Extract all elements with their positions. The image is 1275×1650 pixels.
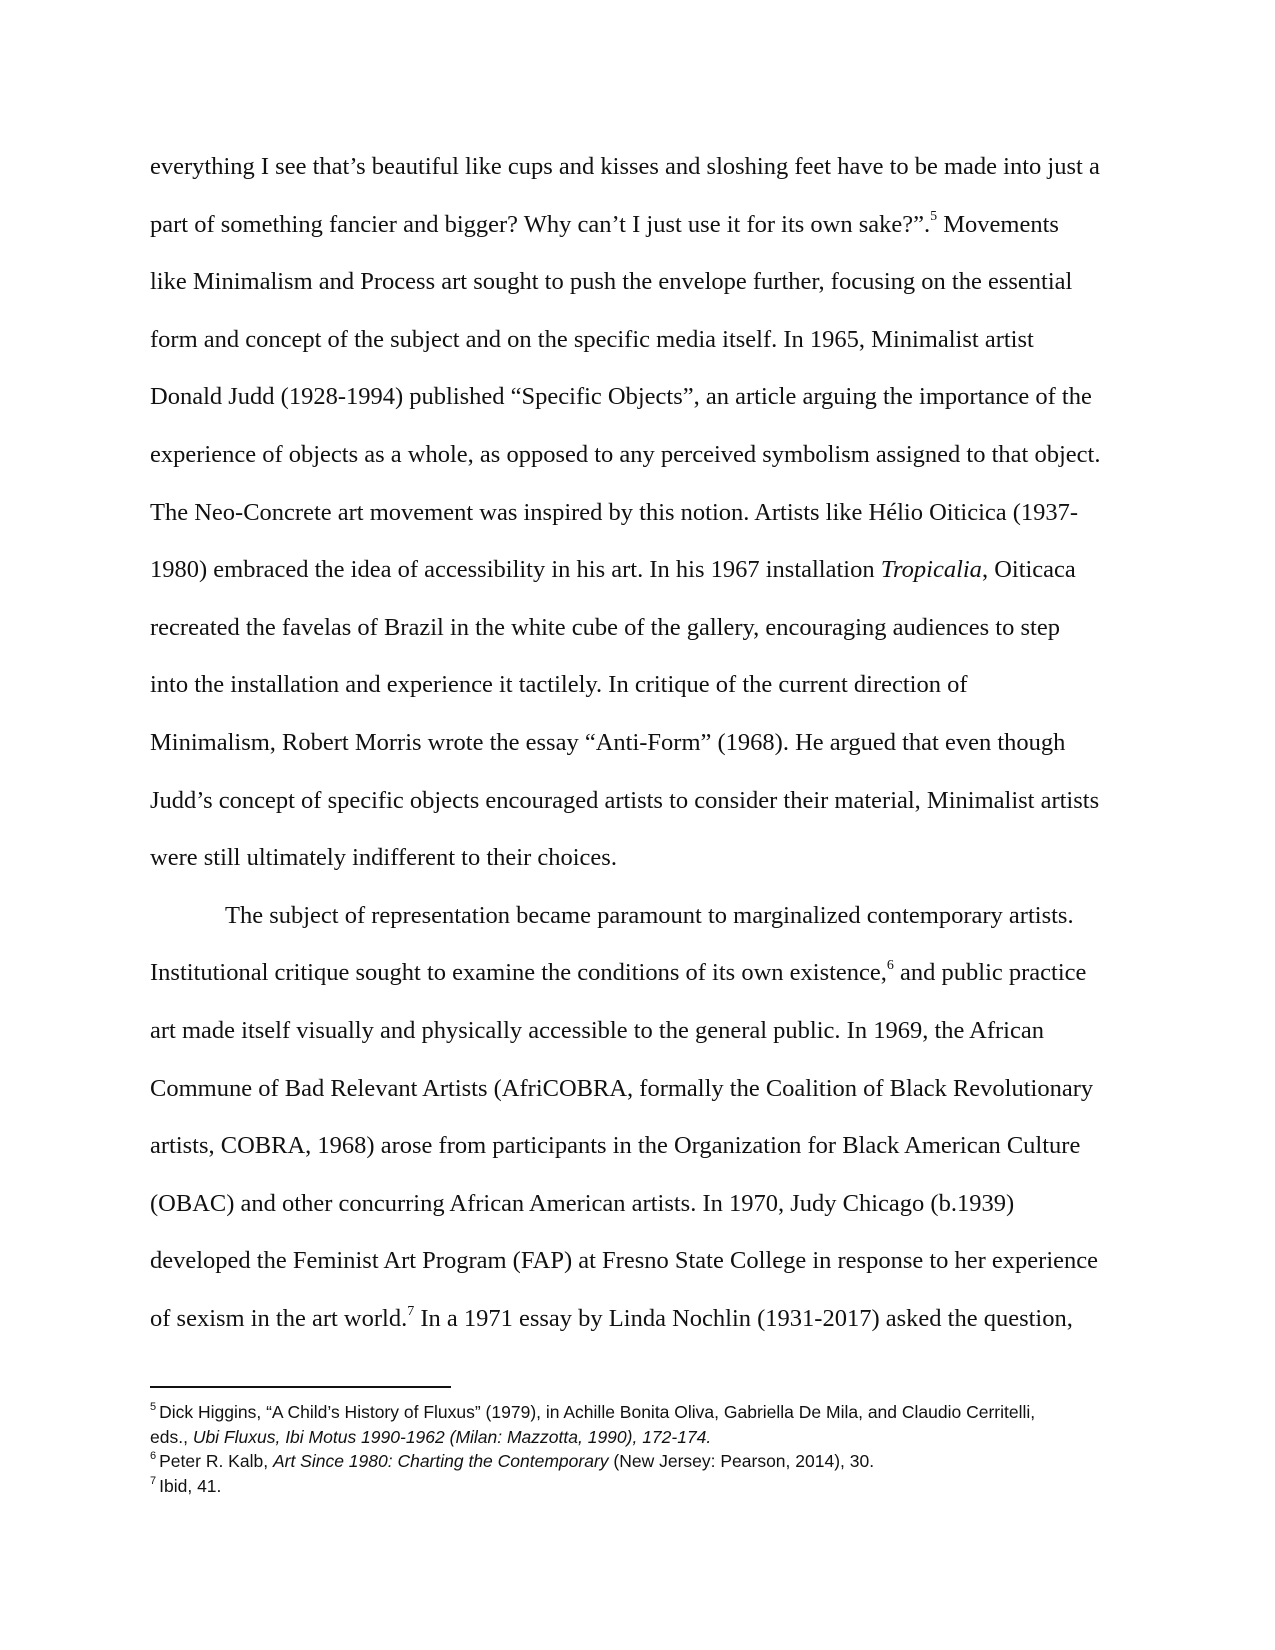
text-line: into the installation and experience it tactilely. In critique of the current direction of: [150, 671, 968, 699]
footnote-reference-6: 6: [886, 958, 894, 974]
text-line: [150, 944, 1125, 1002]
text-line: Commune of Bad Relevant Artists (AfriCOBRA, formally the Coalition of Black Revolutionary: [150, 1074, 1094, 1102]
footnote-number: 7: [150, 1474, 157, 1487]
footnote-5: [150, 1400, 1150, 1425]
text-line: developed the Feminist Art Program (FAP) at Fresno State College in response to her experience: [150, 1247, 1099, 1275]
text-run: Movements: [937, 210, 1059, 238]
footnote-book-title: Art Since 1980: Charting the Contemporary: [272, 1451, 609, 1471]
text-run: and public practice: [893, 959, 1087, 987]
text-line: artists, COBRA, 1968) arose from participants in the Organization for Black American Culture: [150, 1132, 1081, 1160]
footnote-6: [150, 1449, 1150, 1474]
footnote-book-title: Ubi Fluxus, Ibi Motus 1990-1962 (Milan: Mazzotta, 1990), 172-174.: [192, 1426, 712, 1447]
footnote-text: (New Jersey: Pearson, 2014), 30.: [608, 1451, 875, 1471]
footnotes: [150, 1400, 1150, 1498]
text-line: [150, 196, 1125, 254]
text-run: , Oiticaca: [981, 556, 1076, 584]
footnote-number: 6: [150, 1450, 157, 1463]
text-line: [150, 541, 1125, 599]
footnote-7: [150, 1474, 1150, 1499]
text-run: of sexism in the art world.: [150, 1304, 408, 1332]
text-line: experience of objects as a whole, as opposed to any perceived symbolism assigned to that object.: [150, 440, 1101, 468]
text-run: part of something fancier and bigger? Why can’t I just use it for its own sake?”.: [150, 210, 931, 238]
text-line: Donald Judd (1928-1994) published “Specific Objects”, an article arguing the importance of the: [150, 383, 1092, 411]
footnote-text: Ibid, 41.: [159, 1475, 222, 1496]
footnote-text: eds.,: [150, 1426, 193, 1447]
footnote-reference-7: 7: [407, 1303, 415, 1319]
text-line: Minimalism, Robert Morris wrote the essay “Anti-Form” (1968). He argued that even though: [150, 728, 1066, 756]
text-line: like Minimalism and Process art sought to push the envelope further, focusing on the essential: [150, 268, 1073, 296]
body-text: [150, 138, 1125, 1347]
text-line: (OBAC) and other concurring African American artists. In 1970, Judy Chicago (b.1939): [150, 1189, 1015, 1217]
text-run: 1980) embraced the idea of accessibility in his art. In his 1967 installation: [150, 556, 881, 584]
text-line: were still ultimately indifferent to their choices.: [150, 844, 617, 872]
artwork-title: Tropicalia: [880, 556, 982, 584]
text-line: art made itself visually and physically accessible to the general public. In 1969, the African: [150, 1016, 1044, 1044]
footnote-5-continued: [150, 1425, 1150, 1450]
text-line: recreated the favelas of Brazil in the white cube of the gallery, encouraging audiences to step: [150, 613, 1060, 641]
text-line: Judd’s concept of specific objects encouraged artists to consider their material, Minimalist artists: [150, 786, 1100, 814]
text-line: The Neo-Concrete art movement was inspired by this notion. Artists like Hélio Oiticica (1937-: [150, 498, 1079, 526]
text-run: In a 1971 essay by Linda Nochlin (1931-2017) asked the question,: [414, 1304, 1073, 1332]
text-line: [150, 1290, 1125, 1348]
text-line: form and concept of the subject and on the specific media itself. In 1965, Minimalist artist: [150, 325, 1034, 353]
footnote-text: Dick Higgins, “A Child’s History of Fluxus” (1979), in Achille Bonita Oliva, Gabriella De Mila, and Claudio Cerritelli,: [159, 1402, 1036, 1422]
paragraph-start-line: The subject of representation became paramount to marginalized contemporary artists.: [225, 901, 1074, 929]
footnote-reference-5: 5: [930, 209, 938, 225]
text-line: everything I see that’s beautiful like cups and kisses and sloshing feet have to be made into just a: [150, 153, 1100, 180]
footnote-text: Peter R. Kalb,: [159, 1451, 273, 1471]
footnote-number: 5: [150, 1401, 157, 1414]
footnote-separator: [150, 1386, 451, 1388]
text-run: Institutional critique sought to examine the conditions of its own existence,: [150, 959, 887, 987]
